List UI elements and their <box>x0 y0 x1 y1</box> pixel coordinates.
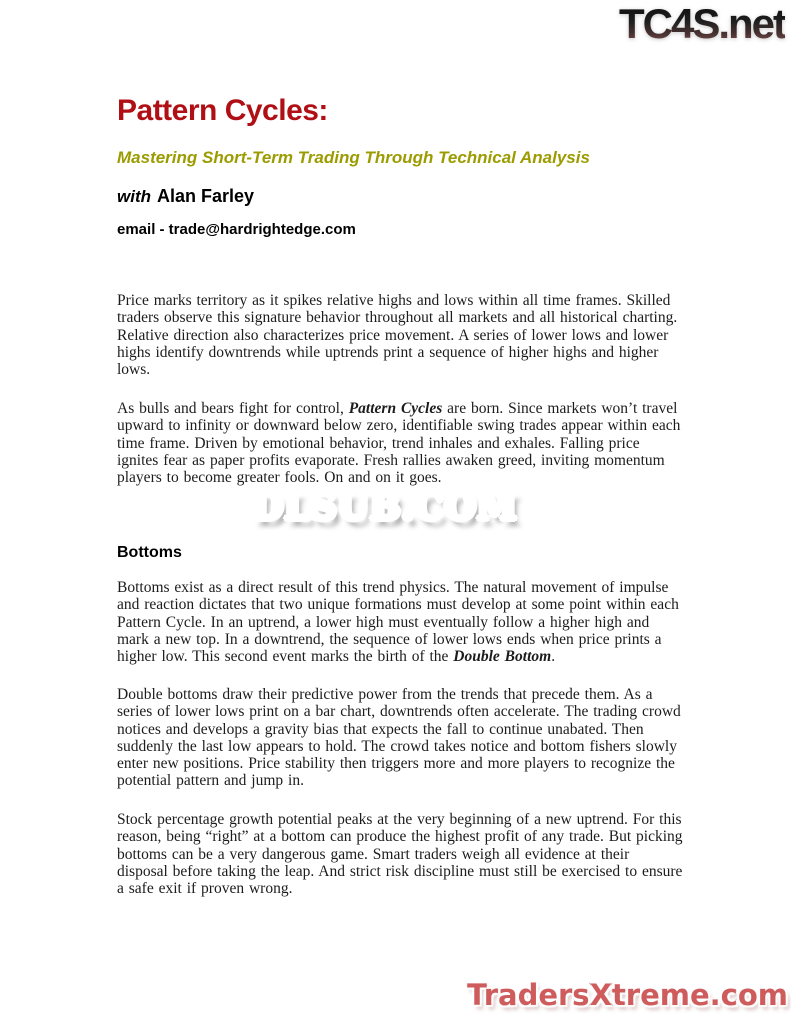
para-text: Bottoms exist as a direct result of this trend physics. The natural movement of impulse and reaction dictates that two unique formations must develop at some point within each Pattern Cycle. In an uptrend, a lower high must eventually follow a higher high and mark a new top. In a downtrend, the sequence of lower lows ends when price prints a higher low. This second event marks the birth of the <box>117 579 679 666</box>
byline-author-name: Alan Farley <box>157 186 255 206</box>
page-title: Pattern Cycles: <box>117 94 328 127</box>
section-heading-bottoms: Bottoms <box>117 544 182 561</box>
para-pattern-cycles-born <box>117 400 683 486</box>
pattern-cycles-emphasis: Pattern Cycles <box>348 400 443 417</box>
para-trend-physics <box>117 579 683 665</box>
tradersxtreme-watermark: TradersXtreme.com <box>467 978 788 1012</box>
para-price-territory: Price marks territory as it spikes relative highs and lows within all time frames. Skilled traders observe this signature behavior throughout all markets and all historical charting. Relative direction also characterizes price movement. A series of lower lows and lower highs identify downtrends while uptrends print a sequence of higher highs and higher lows. <box>117 292 678 379</box>
para-text: . <box>551 648 556 666</box>
double-bottom-emphasis: Double Bottom <box>453 648 552 666</box>
tc4s-watermark-logo: TC4S.net <box>618 0 785 47</box>
dlsub-watermark: DLSUB.COM <box>252 486 518 528</box>
para-double-bottoms-power: Double bottoms draw their predictive power from the trends that precede them. As a series of lower lows print on a bar chart, downtrends often accelerate. The trading crowd notices and develops a gravity bias that expects the fall to continue unabated. Then suddenly the last low appears to hold. The crowd takes notice and bottom fishers slowly enter new positions. Price stability then triggers more and more players to recognize the potential pattern and jump in. <box>117 686 681 790</box>
para-stock-percentage: Stock percentage growth potential peaks at the very beginning of a new uptrend. For this reason, being “right” at a bottom can produce the highest profit of any trade. But picking bottoms can be a very dangerous game. Smart traders weigh all evidence at their disposal before taking the leap. And strict risk discipline must still be exercised to ensure a safe exit if proven wrong. <box>117 811 683 898</box>
byline <box>117 186 254 207</box>
email-line: email - trade@hardrightedge.com <box>117 221 356 238</box>
para-text: are born. Since markets won’t travel upward to infinity or downward below zero, identifiable swing trades appear within each time frame. Driven by emotional behavior, trend inhales and exhales. Falling price ignites fear as paper profits evaporate. Fresh rallies awaken greed, inviting momentum players to become greater fools. On and on it goes. <box>117 400 681 487</box>
para-text: As bulls and bears fight for control, <box>117 400 349 417</box>
byline-with: with <box>117 187 151 206</box>
doc-subtitle: Mastering Short-Term Trading Through Technical Analysis <box>117 148 590 167</box>
